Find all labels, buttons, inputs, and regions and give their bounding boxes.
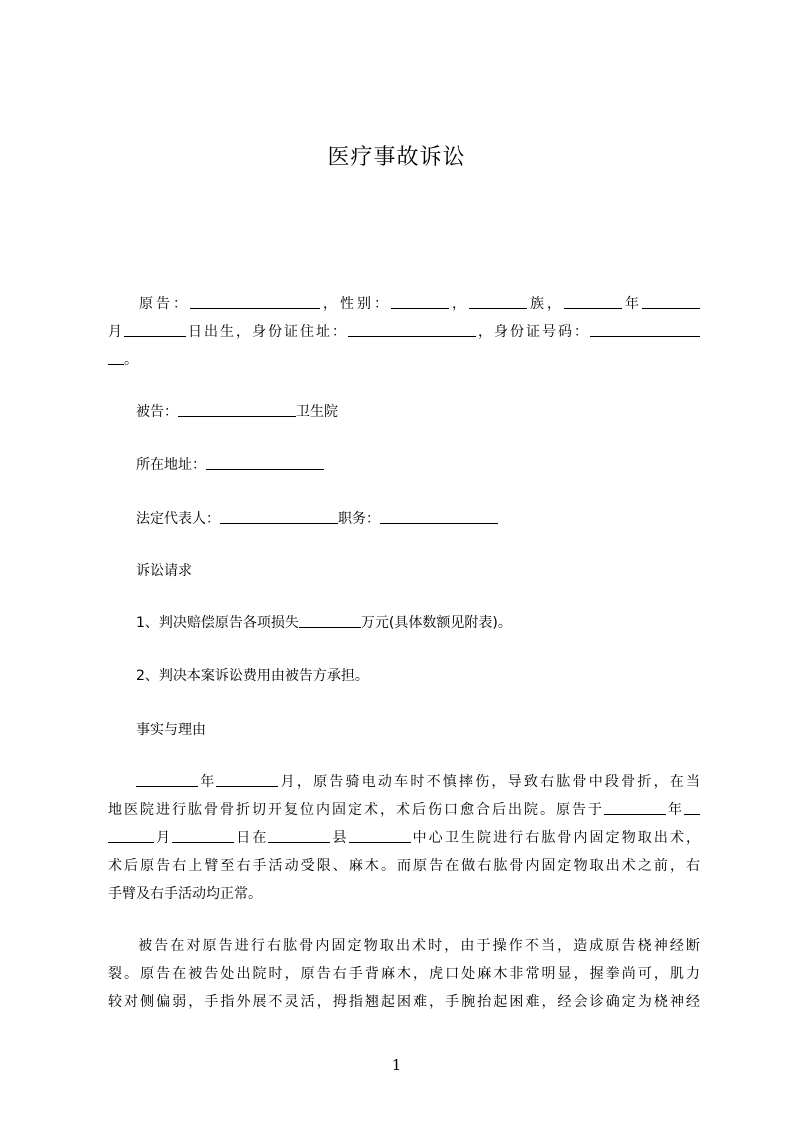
facts-p1-line-2: 地医院进行肱骨骨折切开复位内固定术，术后伤口愈合后出院。原告于 年: [108, 799, 700, 819]
gender-blank: [391, 294, 449, 309]
facts-p2-line-3: 较对侧偏弱，手指外展不灵活，拇指翘起困难，手腕抬起困难，经会诊确定为桡神经: [108, 994, 700, 1010]
plaintiff-label: 原告：: [136, 296, 190, 312]
document-title: 医疗事故诉讼: [327, 145, 466, 170]
legal-rep-line: [136, 508, 728, 528]
address-label: 所在地址：: [136, 457, 206, 473]
county-blank: [268, 828, 330, 843]
facts-p1-line-3: 月 日在 县 中心卫生院进行右肱骨内固定物取出术，: [108, 827, 700, 847]
amount-blank: [299, 613, 361, 628]
birth-month-blank-a: [642, 294, 700, 309]
position-blank: [380, 509, 498, 524]
injury-month-blank: [216, 772, 278, 787]
facts-p2-line-2: 裂。原告在被告处出院时，原告右手背麻木，虎口处麻木非常明显，握拳尚可，肌力: [108, 966, 700, 982]
plaintiff-line-1: 原告： ，性别： ， 族， 年: [108, 293, 700, 313]
facts-p1-line-1: 年 月，原告骑电动车时不慎摔伤，导致右肱骨中段骨折，在当: [108, 771, 700, 791]
year-suffix: 年: [622, 296, 642, 312]
surgery-month-blank-b: [108, 828, 154, 843]
defendant-label: 被告：: [136, 404, 178, 420]
plaintiff-line-3: [108, 349, 700, 369]
facts-p1-line-4: 术后原告右上臂至右手活动受限、麻木。而原告在做右肱骨内固定物取出术之前，右: [108, 858, 700, 874]
position-label: 职务：: [338, 511, 380, 527]
address-line: [136, 454, 728, 474]
facts-p2-line-1: 被告在对原告进行右肱骨内固定物取出术时，由于操作不当，造成原告桡神经断: [136, 938, 700, 954]
id-number-blank: [590, 322, 700, 337]
claims-heading: 诉讼请求: [136, 563, 192, 579]
birth-day-blank: [124, 322, 186, 337]
page-number: 1: [391, 1056, 402, 1074]
birth-year-blank: [564, 294, 622, 309]
defendant-name-blank: [178, 402, 296, 417]
id-number-blank-end: [108, 350, 124, 365]
ethnicity-suffix: 族，: [527, 296, 564, 312]
claim-item-1: 1、判决赔偿原告各项损失 万元(具体数额见附表)。: [136, 615, 512, 631]
injury-year-blank: [136, 772, 198, 787]
plaintiff-end: 。: [124, 352, 138, 368]
plaintiff-line-2: [108, 321, 700, 341]
ethnicity-blank: [469, 294, 527, 309]
surgery-day-blank: [172, 828, 234, 843]
center-blank: [349, 828, 411, 843]
defendant-address-blank: [206, 455, 324, 470]
legal-rep-blank: [220, 509, 338, 524]
facts-heading: 事实与理由: [136, 722, 206, 738]
month-suffix: 月: [108, 324, 124, 340]
defendant-suffix: 卫生院: [296, 404, 338, 420]
surgery-year-blank: [604, 800, 666, 815]
day-suffix: 日出生，身份证住址：: [186, 324, 348, 340]
id-label: ，身份证号码：: [476, 324, 590, 340]
plaintiff-name-blank: [190, 294, 320, 309]
claim-item-2: 2、判决本案诉讼费用由被告方承担。: [136, 668, 369, 684]
surgery-month-blank-a: [684, 800, 700, 815]
defendant-line: [136, 401, 728, 421]
gender-label: ，性别：: [320, 296, 391, 312]
facts-p1-line-5: 手臂及右手活动均正常。: [108, 886, 262, 902]
legal-rep-label: 法定代表人：: [136, 511, 220, 527]
address-blank: [348, 322, 476, 337]
